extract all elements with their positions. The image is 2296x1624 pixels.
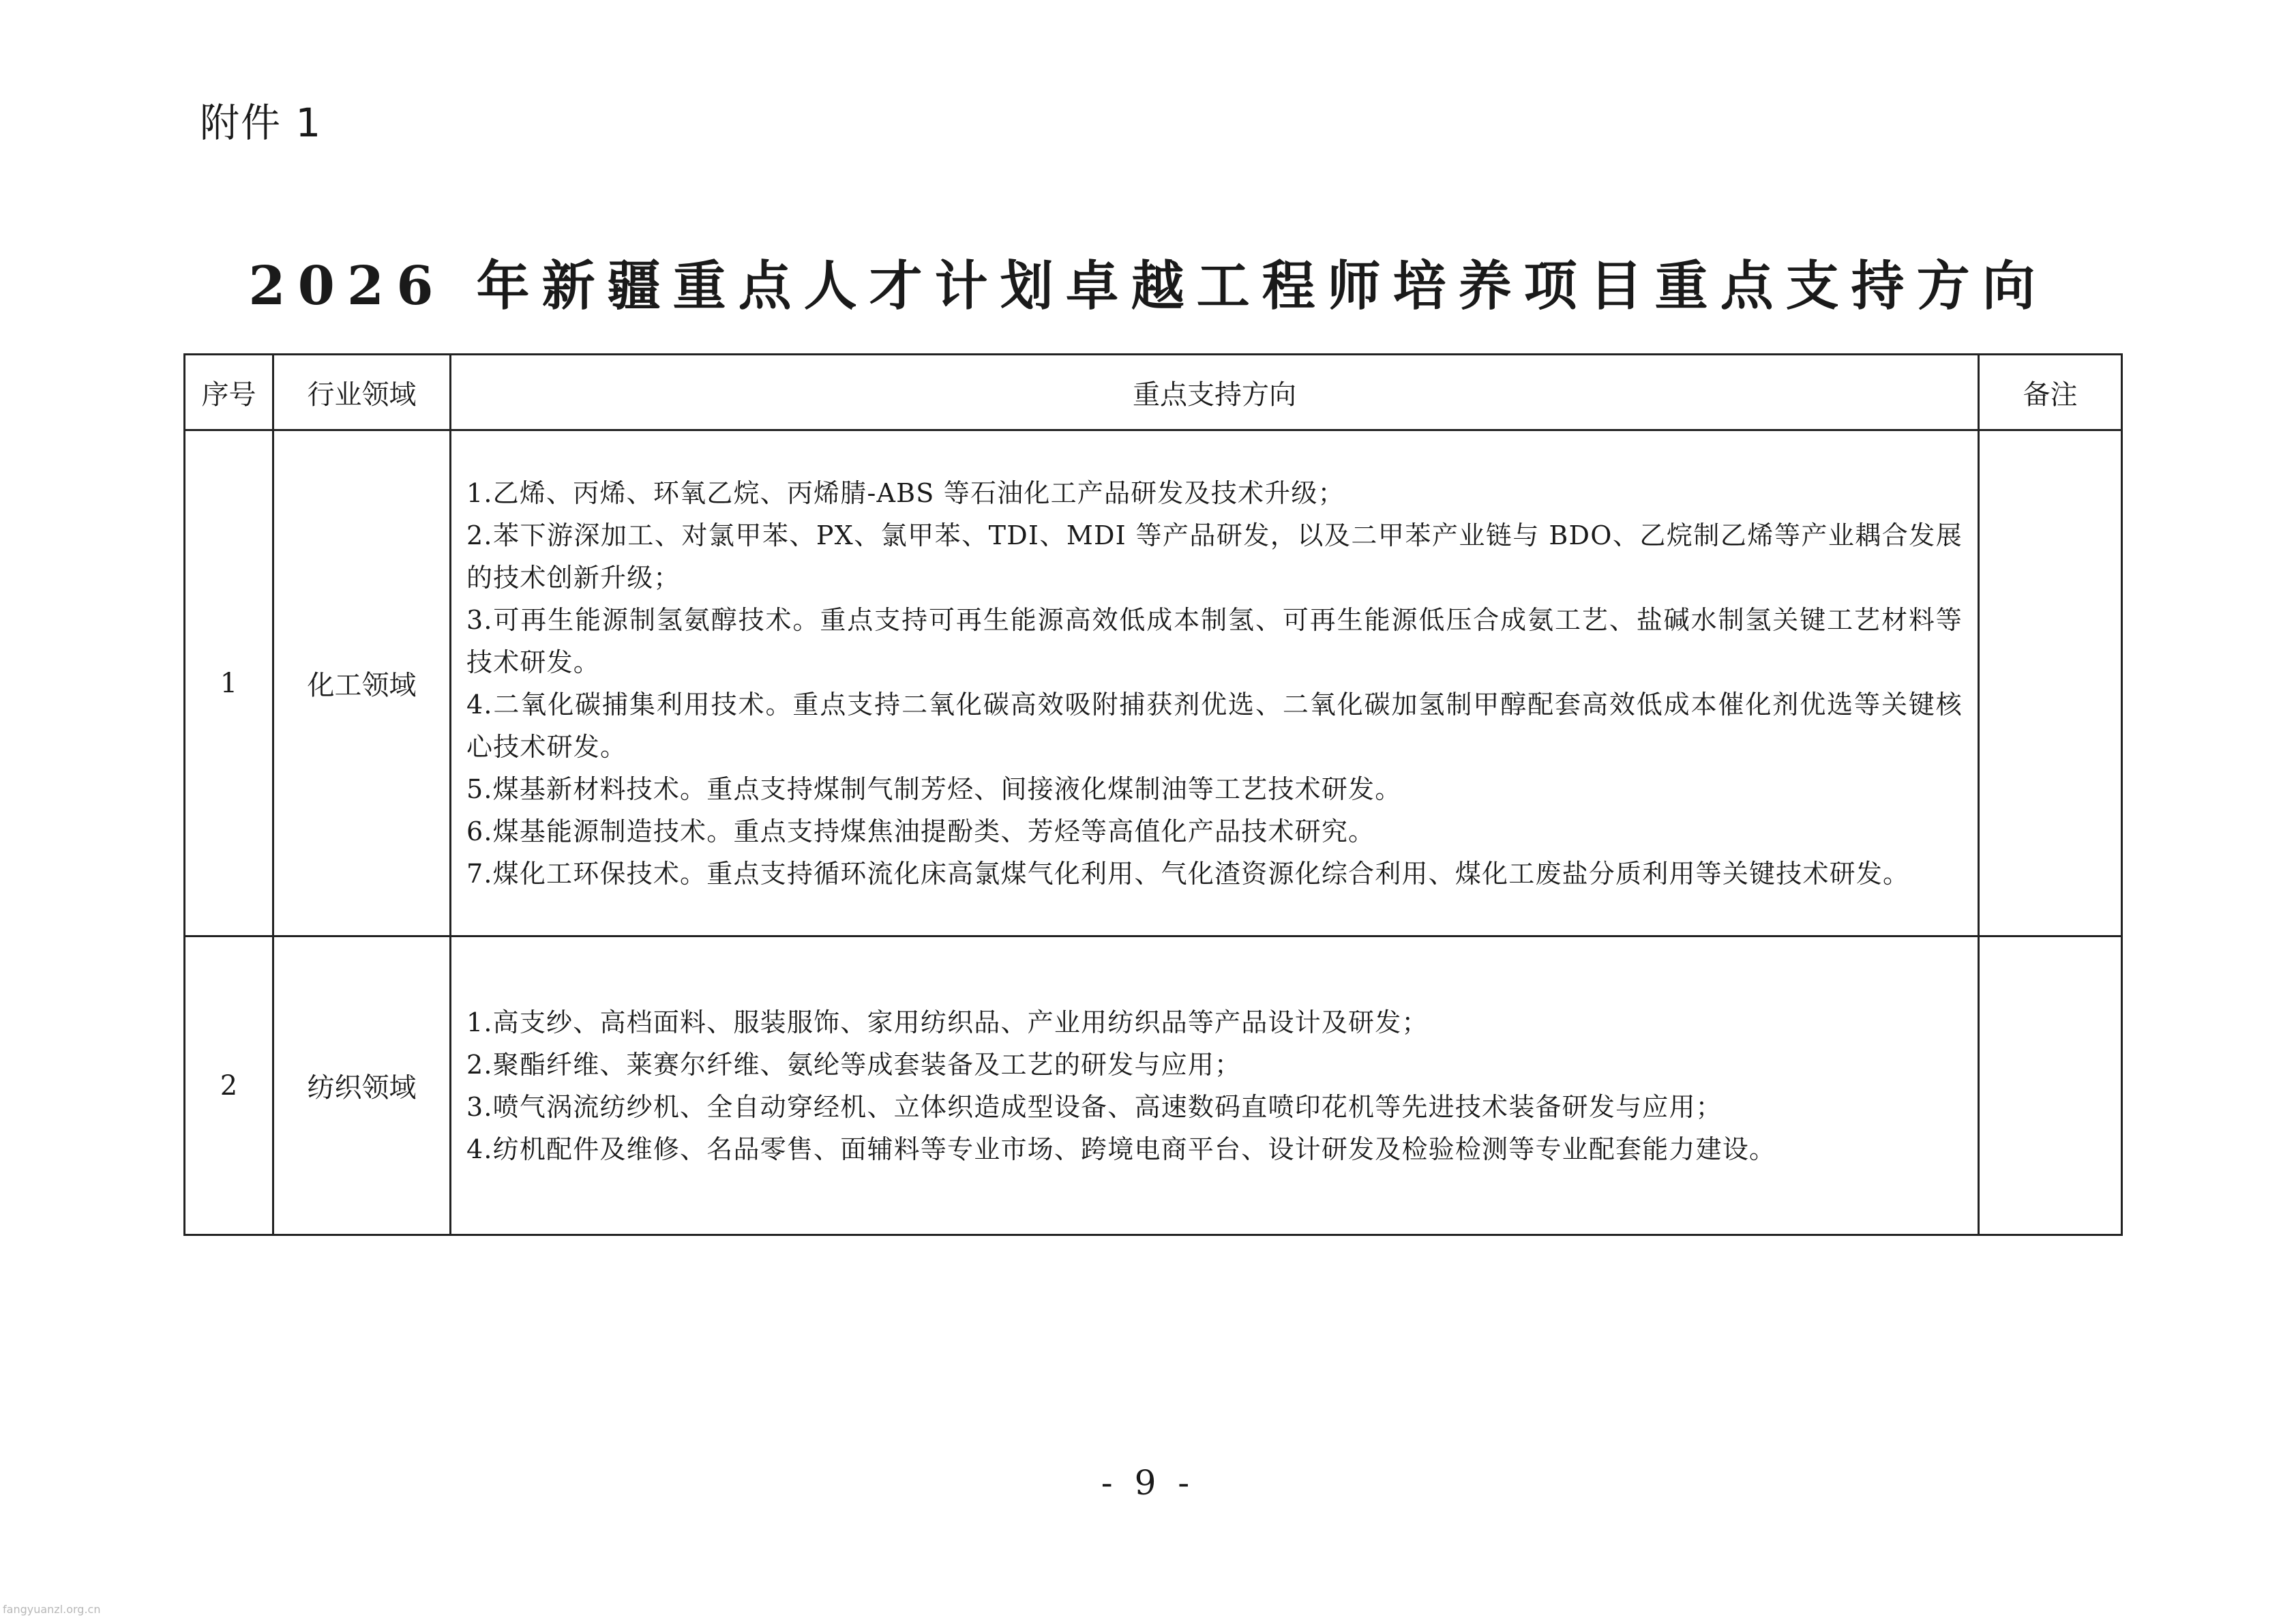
row-industry-field: 纺织领域 <box>273 936 451 1235</box>
row-serial-no: 2 <box>185 936 273 1235</box>
header-support-direction: 重点支持方向 <box>451 355 1979 430</box>
direction-item: 2.聚酯纤维、莱赛尔纤维、氨纶等成套装备及工艺的研发与应用； <box>466 1049 1242 1080</box>
row-support-directions <box>451 936 1979 1235</box>
direction-item: 4.二氧化碳捕集利用技术。重点支持二氧化碳高效吸附捕获剂优选、二氧化碳加氢制甲醇配套高效低成本催化剂优选等关键核心技术研发。 <box>466 689 1963 762</box>
table-header-row <box>185 355 2122 430</box>
row-serial-no: 1 <box>185 430 273 936</box>
direction-item: 3.喷气涡流纺纱机、全自动穿经机、立体织造成型设备、高速数码直喷印花机等先进技术装备研发与应用； <box>466 1091 1723 1122</box>
direction-item: 1.高支纱、高档面料、服装服饰、家用纺织品、产业用纺织品等产品设计及研发； <box>466 1007 1429 1037</box>
direction-item: 6.煤基能源制造技术。重点支持煤焦油提酚类、芳烃等高值化产品技术研究。 <box>466 816 1375 846</box>
direction-item: 2.苯下游深加工、对氯甲苯、PX、氯甲苯、TDI、MDI 等产品研发，以及二甲苯产业链与 BDO、乙烷制乙烯等产业耦合发展的技术创新升级； <box>466 520 1963 593</box>
direction-item: 7.煤化工环保技术。重点支持循环流化床高氯煤气化利用、气化渣资源化综合利用、煤化工废盐分质利用等关键技术研发。 <box>466 858 1910 889</box>
header-remarks: 备注 <box>1979 355 2122 430</box>
header-serial-no: 序号 <box>185 355 273 430</box>
row-industry-field: 化工领域 <box>273 430 451 936</box>
row-remarks <box>1979 936 2122 1235</box>
watermark: fangyuanzl.org.cn <box>3 1603 101 1616</box>
direction-item: 5.煤基新材料技术。重点支持煤制气制芳烃、间接液化煤制油等工艺技术研发。 <box>466 773 1402 804</box>
direction-item: 1.乙烯、丙烯、环氧乙烷、丙烯腈-ABS 等石油化工产品研发及技术升级； <box>466 477 1345 508</box>
direction-item: 3.可再生能源制氢氨醇技术。重点支持可再生能源高效低成本制氢、可再生能源低压合成氨工艺、盐碱水制氢关键工艺材料等技术研发。 <box>466 604 1963 677</box>
header-industry-field: 行业领域 <box>273 355 451 430</box>
direction-item: 4.纺机配件及维修、名品零售、面辅料等专业市场、跨境电商平台、设计研发及检验检测等专业配套能力建设。 <box>466 1134 1776 1164</box>
document-title: 2026 年新疆重点人才计划卓越工程师培养项目重点支持方向 <box>248 255 2048 317</box>
table-row <box>185 936 2122 1235</box>
row-support-directions <box>451 430 1979 936</box>
page-number: - 9 - <box>1101 1463 1195 1503</box>
support-direction-table <box>183 353 2123 1236</box>
table-row <box>185 430 2122 936</box>
attachment-label: 附件 1 <box>200 100 323 146</box>
row-remarks <box>1979 430 2122 936</box>
